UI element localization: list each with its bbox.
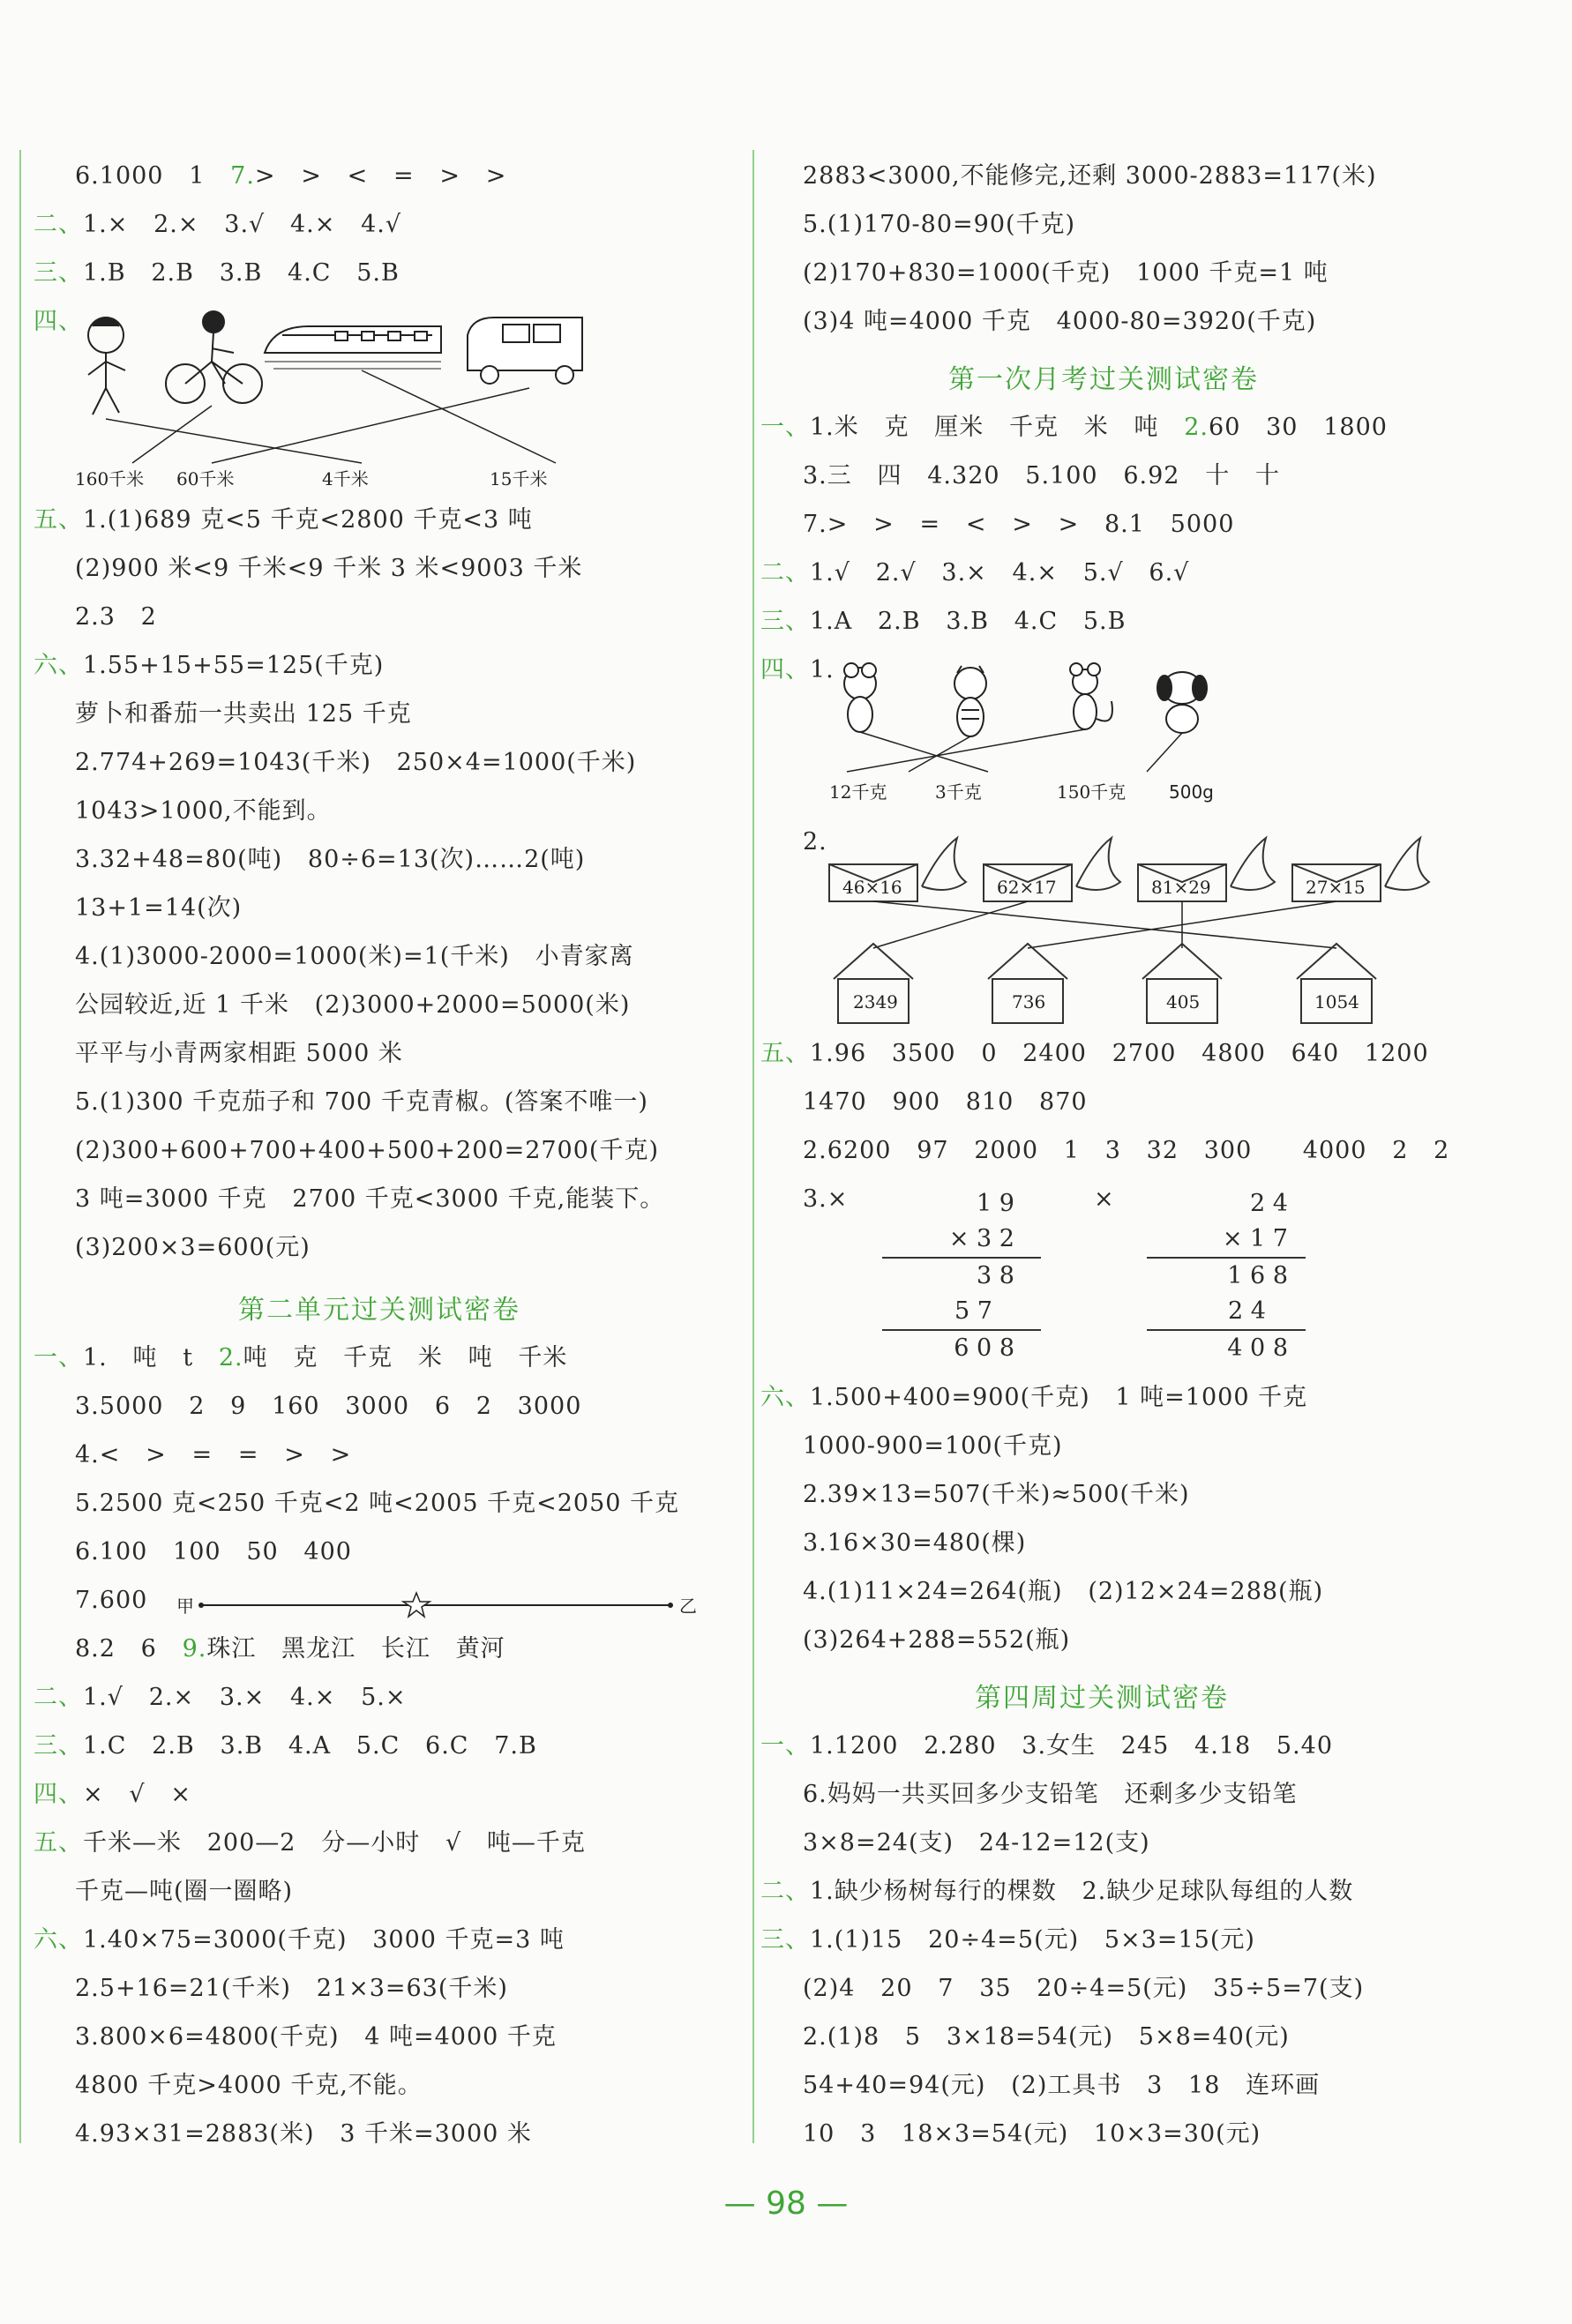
child-walking-figure: [88, 318, 125, 415]
match-line: [132, 406, 212, 463]
answer-line: 3.5000 2 9 160 3000 6 2 3000: [75, 1393, 582, 1420]
answer-line: 五、1.(1)689 克<5 千克<2800 千克<3 吨: [34, 506, 533, 534]
column-divider: [752, 150, 754, 2143]
answer-line: 六、1.55+15+55=125(千克): [34, 652, 385, 679]
house: [988, 944, 1067, 1023]
match-line: [1147, 733, 1182, 772]
answer-line: 四、× √ ×: [34, 1781, 191, 1808]
answer-line: 1043>1000,不能到。: [75, 797, 332, 825]
answer-line: 4.< > = = > >: [75, 1441, 352, 1468]
dove-icon: [1231, 838, 1275, 890]
answer-line: 一、1. 吨 t 2.吨 克 千克 米 吨 千米: [34, 1344, 568, 1371]
answer-line: 54+40=94(元) (2)工具书 3 18 连环画: [803, 2072, 1321, 2099]
answer-line: 4.93×31=2883(米) 3 千米=3000 米: [75, 2120, 532, 2148]
answer-line: 千克—吨(圈一圈略): [75, 1878, 294, 1905]
answer-line: 10 3 18×3=54(元) 10×3=30(元): [803, 2120, 1261, 2148]
answer-line: 五、千米—米 200—2 分—小时 √ 吨—千克: [34, 1829, 586, 1857]
answer-line: (2)900 米<9 千米<9 千米 3 米<9003 千米: [75, 555, 583, 582]
answer-line: (2)300+600+700+400+500+200=2700(千克): [75, 1137, 659, 1164]
answer-line: 7.600: [75, 1587, 148, 1614]
answer-line: 6.1000 1 7.> > < = > >: [75, 162, 507, 190]
section-title: 第二单元过关测试密卷: [238, 1295, 520, 1326]
svg-text:736: 736: [1012, 991, 1046, 1013]
tiger-figure: [954, 666, 986, 736]
house: [1297, 944, 1376, 1023]
answer-line: 萝卜和番茄一共卖出 125 千克: [75, 700, 412, 728]
answer-line: 3 吨=3000 千克 2700 千克<3000 千克,能装下。: [75, 1185, 665, 1213]
distance-label: 60千米: [176, 468, 235, 489]
answer-line: 3×8=24(支) 24-12=12(支): [803, 1829, 1150, 1857]
dog-figure: [1157, 672, 1207, 733]
weight-label: 500g: [1169, 781, 1214, 803]
answer-line: 3.三 四 4.320 5.100 6.92 十 十: [803, 462, 1280, 489]
envelope: [984, 864, 1072, 901]
wrong-mark: ×: [1094, 1185, 1115, 1213]
answer-line: 公园较近,近 1 千米 (2)3000+2000=5000(米): [75, 991, 631, 1019]
answer-line: 三、1.A 2.B 3.B 4.C 5.B: [760, 608, 1127, 635]
answer-line: 5.(1)170-80=90(千克): [803, 211, 1076, 238]
answer-line: 1470 900 810 870: [803, 1088, 1088, 1116]
answer-line: 2.39×13=507(千米)≈500(千米): [803, 1481, 1190, 1508]
envelope: [829, 864, 917, 901]
distance-line-diagram: [176, 1588, 706, 1623]
answer-line: 四、1.: [760, 656, 835, 684]
answer-line: 一、1.米 克 厘米 千克 米 吨 2.60 30 1800: [760, 414, 1388, 441]
answer-line: 4.(1)11×24=264(瓶) (2)12×24=288(瓶): [803, 1578, 1324, 1605]
dove-icon: [1385, 838, 1429, 890]
answer-line: 2.5+16=21(千米) 21×3=63(千米): [75, 1975, 508, 2002]
answer-line: 5.2500 克<250 千克<2 吨<2005 千克<2050 千克: [75, 1490, 680, 1517]
answer-line: 3.800×6=4800(千克) 4 吨=4000 千克: [75, 2023, 557, 2051]
answer-line: 7.> > = < > > 8.1 5000: [803, 511, 1235, 538]
answer-line: 1000-900=100(千克): [803, 1432, 1063, 1460]
star-icon: [403, 1593, 430, 1617]
answer-line: 2.3 2: [75, 603, 157, 631]
match-line: [873, 901, 1028, 948]
vertical-multiplication: 2 4 × 1 7 1 6 8 2 4 4 0 8: [1147, 1186, 1306, 1366]
answer-line: 二、1.√ 2.× 3.× 4.× 5.×: [34, 1684, 407, 1711]
svg-text:62×17: 62×17: [997, 877, 1057, 898]
answer-line: 二、1.× 2.× 3.√ 4.× 4.√: [34, 211, 402, 238]
distance-label: 160千米: [75, 468, 145, 489]
answer-line: (2)4 20 7 35 20÷4=5(元) 35÷5=7(支): [803, 1975, 1365, 2002]
answer-line: 6.妈妈一共买回多少支铅笔 还剩多少支铅笔: [803, 1781, 1298, 1808]
page-number: — 98 —: [723, 2186, 849, 2222]
section-title: 第四周过关测试密卷: [975, 1683, 1229, 1714]
answer-line: 3.×: [803, 1185, 849, 1213]
answer-line: 三、1.C 2.B 3.B 4.A 5.C 6.C 7.B: [34, 1732, 537, 1760]
answer-line: 8.2 6 9.珠江 黑龙江 长江 黄河: [75, 1635, 505, 1663]
answer-line: 平平与小青两家相距 5000 米: [75, 1040, 403, 1067]
answer-line: 2.6200 97 2000 1 3 32 300 4000 2 2: [803, 1137, 1450, 1164]
cyclist-figure: [166, 311, 262, 403]
answer-line: 3.32+48=80(吨) 80÷6=13(次)……2(吨): [75, 846, 586, 873]
envelope: [1138, 864, 1226, 901]
answer-line: 13+1=14(次): [75, 894, 243, 922]
answer-line: 5.(1)300 千克茄子和 700 千克青椒。(答案不唯一): [75, 1088, 648, 1116]
svg-text:81×29: 81×29: [1151, 877, 1211, 898]
answer-line: (2)170+830=1000(千克) 1000 千克=1 吨: [803, 259, 1329, 287]
match-line: [909, 736, 970, 772]
answer-line: 二、1.缺少杨树每行的棵数 2.缺少足球队每组的人数: [760, 1878, 1354, 1905]
matching-diagram-distances: [71, 300, 600, 503]
envelope: [1292, 864, 1381, 901]
mouse-figure: [844, 663, 876, 732]
left-margin-rule: [19, 150, 21, 2143]
svg-text:1054: 1054: [1314, 991, 1359, 1013]
answer-line: (3)4 吨=4000 千克 4000-80=3920(千克): [803, 308, 1317, 335]
matching-diagram-weights: [812, 648, 1270, 807]
answer-line: 六、1.500+400=900(千克) 1 吨=1000 千克: [760, 1384, 1308, 1411]
answer-line: 五、1.96 3500 0 2400 2700 4800 640 1200: [760, 1040, 1429, 1067]
vertical-multiplication: 1 9 × 3 2 3 8 5 7 6 0 8: [882, 1186, 1041, 1366]
answer-line: 一、1.1200 2.280 3.女生 245 4.18 5.40: [760, 1732, 1334, 1760]
weight-label: 12千克: [829, 781, 887, 803]
dove-icon: [1076, 838, 1120, 890]
answer-line: 6.100 100 50 400: [75, 1538, 352, 1566]
svg-text:27×15: 27×15: [1306, 877, 1366, 898]
rat-figure: [1070, 663, 1112, 729]
answer-line: 3.16×30=480(棵): [803, 1529, 1027, 1557]
match-line: [212, 388, 529, 463]
answer-line: 2883<3000,不能修完,还剩 3000-2883=117(米): [803, 162, 1377, 190]
answer-line: 4800 千克>4000 千克,不能。: [75, 2072, 423, 2099]
answer-line: 三、1.B 2.B 3.B 4.C 5.B: [34, 259, 400, 287]
answer-line: 2.: [803, 828, 827, 856]
answer-line: 三、1.(1)15 20÷4=5(元) 5×3=15(元): [760, 1926, 1255, 1954]
train-figure: [265, 326, 441, 369]
match-line: [873, 901, 1336, 948]
answer-line: 2.(1)8 5 3×18=54(元) 5×8=40(元): [803, 2023, 1290, 2051]
match-line: [362, 370, 556, 463]
weight-label: 150千克: [1057, 781, 1127, 803]
answer-line: (3)264+288=552(瓶): [803, 1626, 1071, 1654]
answer-line: 六、1.40×75=3000(千克) 3000 千克=3 吨: [34, 1926, 565, 1954]
section-title: 第一次月考过关测试密卷: [948, 364, 1259, 395]
end-point-label: 乙: [679, 1595, 697, 1617]
envelope-house-matching: [825, 833, 1460, 1036]
svg-text:405: 405: [1166, 991, 1201, 1013]
house: [834, 944, 913, 1023]
weight-label: 3千克: [935, 781, 982, 803]
house: [1142, 944, 1222, 1023]
answer-line: 四、: [34, 308, 83, 335]
answer-line: 二、1.√ 2.√ 3.× 4.× 5.√ 6.√: [760, 559, 1190, 587]
answer-line: (3)200×3=600(元): [75, 1234, 311, 1261]
distance-label: 4千米: [322, 468, 369, 489]
answer-line: 2.774+269=1043(千米) 250×4=1000(千米): [75, 749, 637, 776]
answer-line: 4.(1)3000-2000=1000(米)=1(千米) 小青家离: [75, 943, 634, 970]
distance-label: 15千米: [490, 468, 548, 489]
svg-text:46×16: 46×16: [842, 877, 902, 898]
dove-icon: [922, 838, 966, 890]
start-point-label: 甲: [176, 1595, 194, 1617]
match-line: [106, 419, 362, 463]
van-figure: [468, 318, 582, 384]
svg-text:2349: 2349: [853, 991, 898, 1013]
